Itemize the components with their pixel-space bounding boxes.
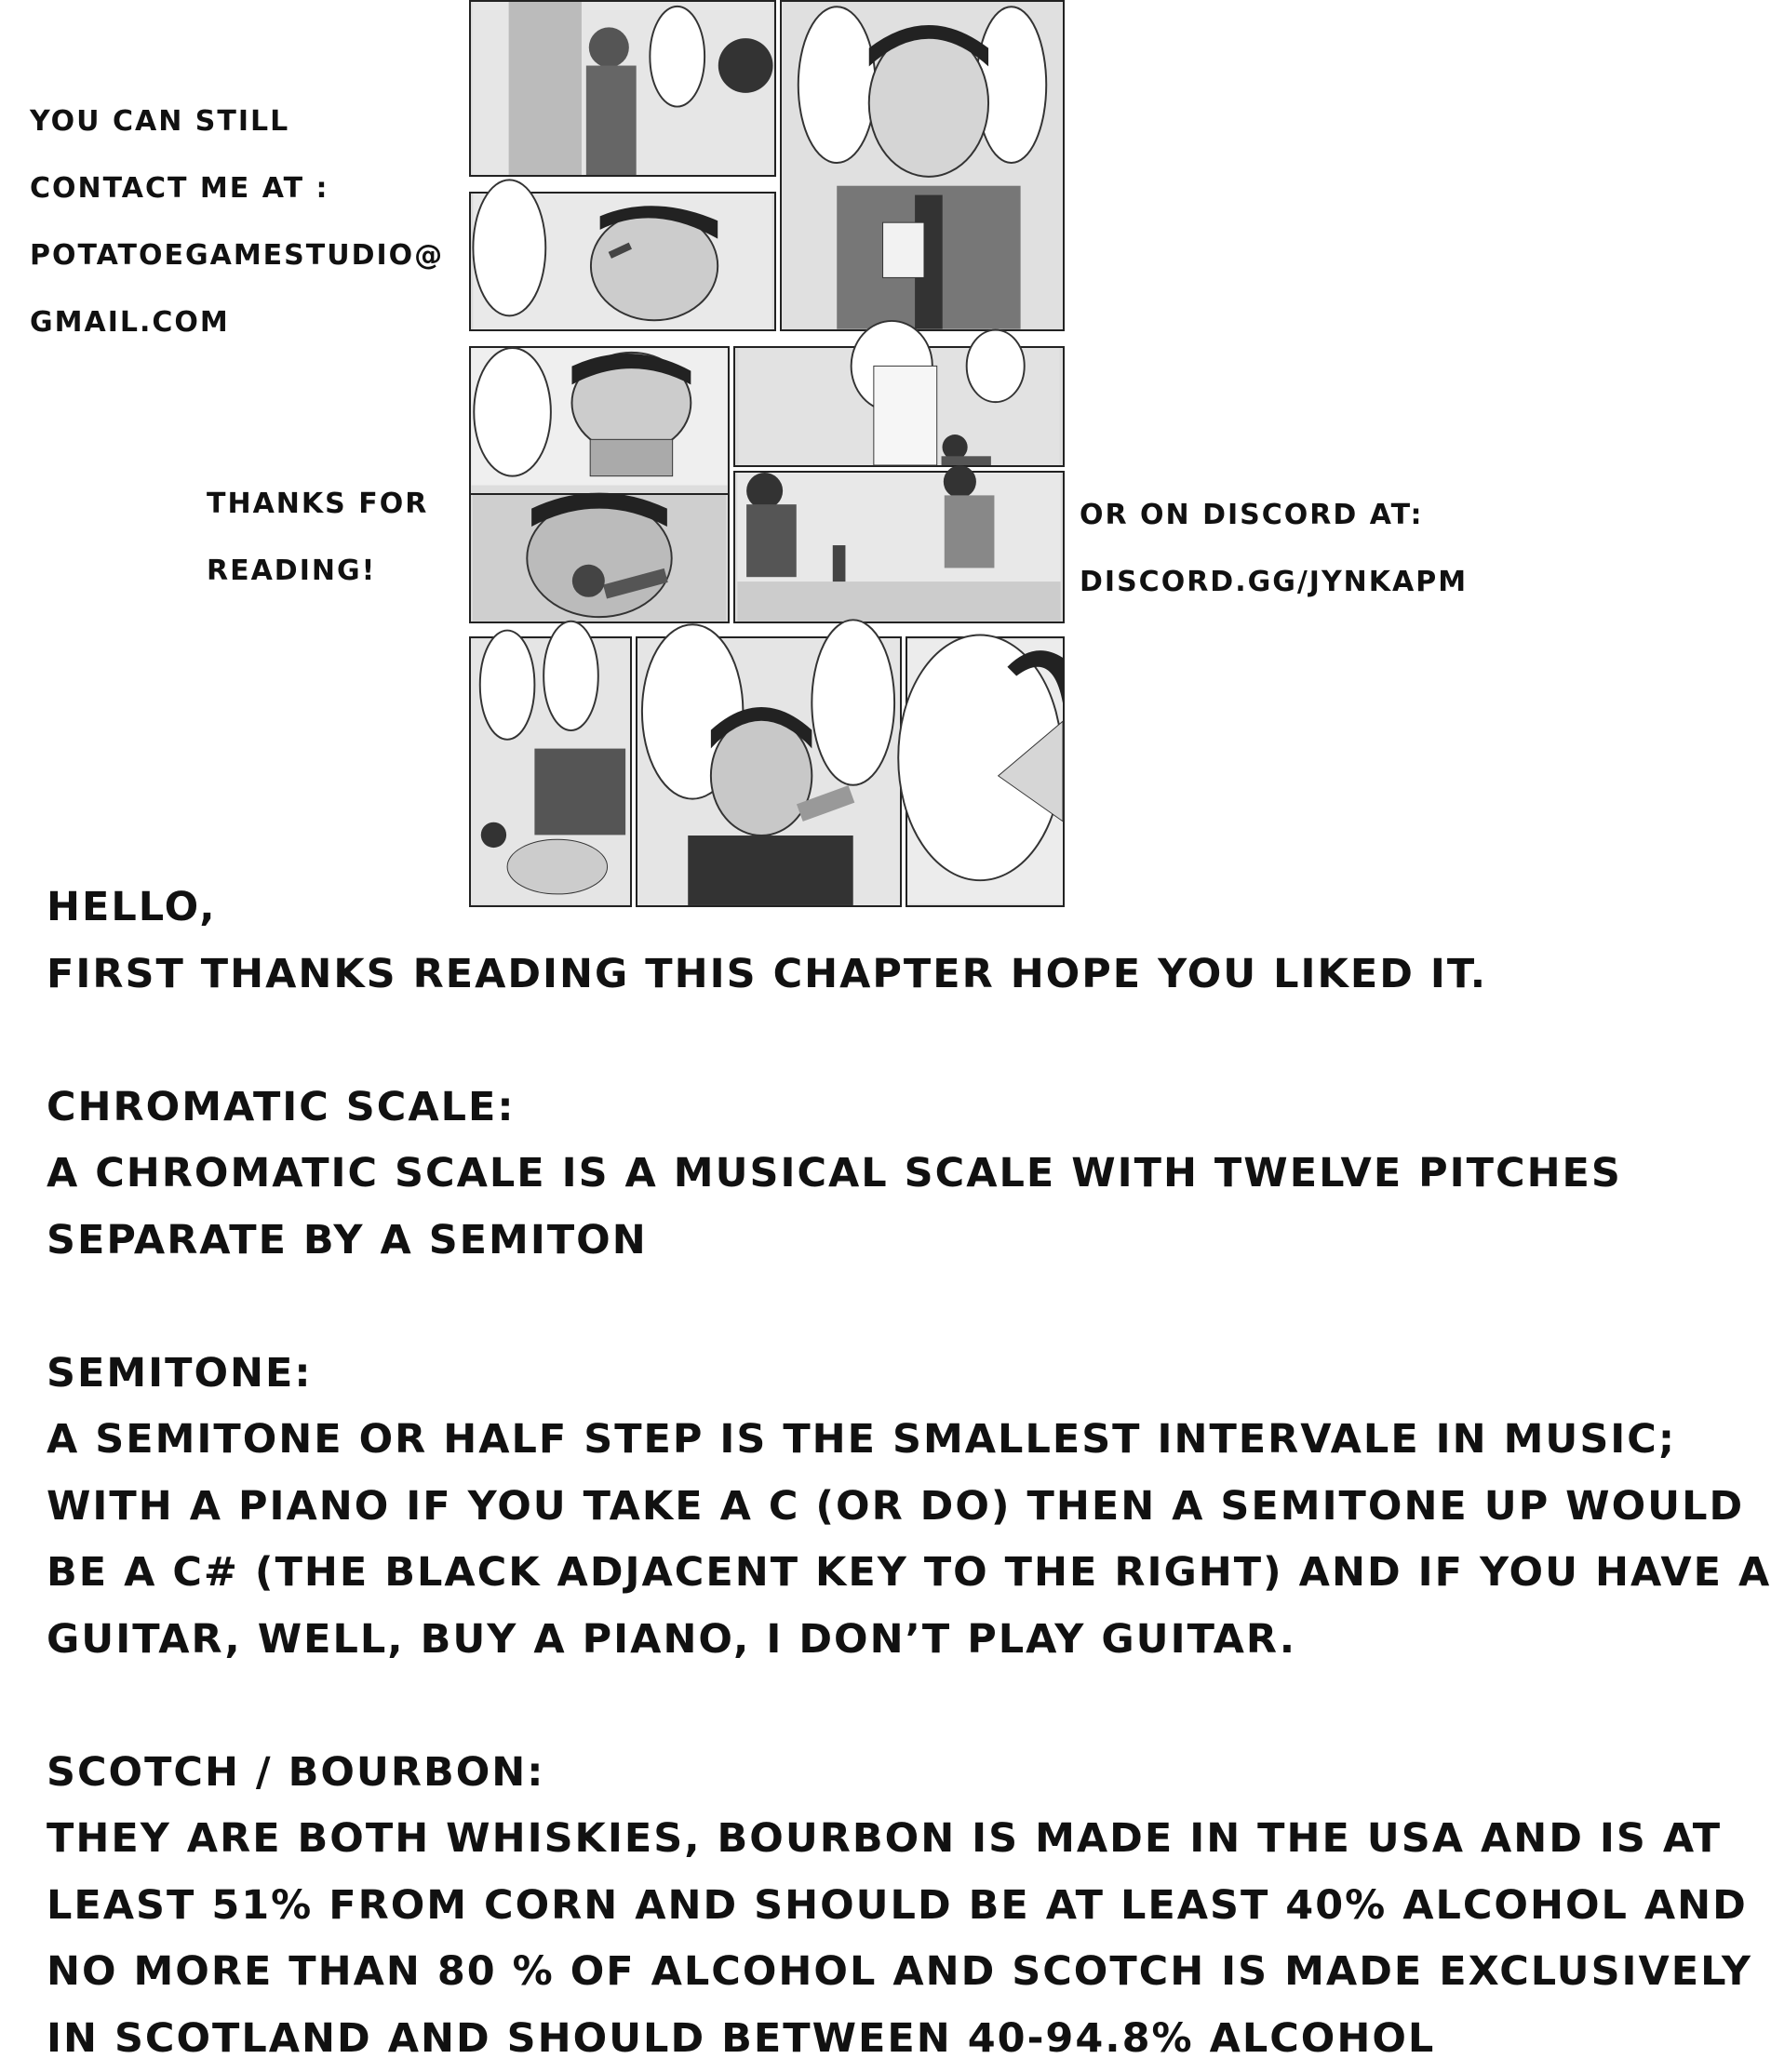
contact-line: CONTACT ME AT : [30, 155, 444, 222]
section-line: GUITAR, WELL, BUY A PIANO, I DON’T PLAY GUITAR. [47, 1607, 1461, 1674]
manga-panel [469, 493, 730, 623]
thanks-line: READING! [207, 538, 428, 605]
thanks-note [207, 471, 428, 605]
manga-panel [733, 471, 1065, 623]
section-line: A CHROMATIC SCALE IS A MUSICAL SCALE WITH TWELVE PITCHES [47, 1141, 1461, 1208]
manga-panel [780, 0, 1065, 331]
section-heading-scotch-bourbon: SCOTCH / BOURBON: [47, 1740, 1461, 1807]
manga-panel [469, 192, 776, 331]
contact-email-line: POTATOEGAMESTUDIO@ [30, 222, 444, 289]
manga-panel [469, 0, 776, 177]
section-line: BE A C# (THE BLACK ADJACENT KEY TO THE RIGHT) AND IF YOU HAVE A [47, 1540, 1461, 1607]
discord-line: OR ON DISCORD AT: [1080, 482, 1468, 549]
contact-line: YOU CAN STILL [30, 88, 444, 155]
discord-link: DISCORD.GG/JYNKAPM [1080, 549, 1468, 616]
notes-greeting: HELLO, [47, 875, 1461, 942]
manga-panel [636, 636, 902, 907]
contact-note [30, 88, 444, 356]
thanks-line: THANKS FOR [207, 471, 428, 538]
section-heading-chromatic-scale: CHROMATIC SCALE: [47, 1075, 1461, 1142]
section-line: LEAST 51% FROM CORN AND SHOULD BE AT LEAST 40% ALCOHOL AND [47, 1873, 1461, 1940]
manga-panel [906, 636, 1065, 907]
section-heading-semitone: SEMITONE: [47, 1341, 1461, 1408]
section-line: A SEMITONE OR HALF STEP IS THE SMALLEST INTERVALE IN MUSIC; [47, 1407, 1461, 1474]
section-line: NO MORE THAN 80 % OF ALCOHOL AND SCOTCH IS MADE EXCLUSIVELY [47, 1939, 1461, 2006]
section-line: IN SCOTLAND AND SHOULD BETWEEN 40-94.8% ALCOHOL [47, 2006, 1461, 2072]
section-line: WITH A PIANO IF YOU TAKE A C (OR DO) THEN A SEMITONE UP WOULD [47, 1474, 1461, 1541]
manga-panel [469, 636, 632, 907]
notes-intro: FIRST THANKS READING THIS CHAPTER HOPE YOU LIKED IT. [47, 942, 1461, 1009]
section-line: THEY ARE BOTH WHISKIES, BOURBON IS MADE IN THE USA AND IS AT [47, 1806, 1461, 1873]
manga-panel [733, 346, 1065, 467]
manga-page-image [469, 0, 1065, 907]
section-line: SEPARATE BY A SEMITON [47, 1208, 1461, 1275]
translator-notes [47, 875, 1461, 2072]
contact-email-line: GMAIL.COM [30, 289, 444, 356]
discord-note [1080, 482, 1468, 616]
